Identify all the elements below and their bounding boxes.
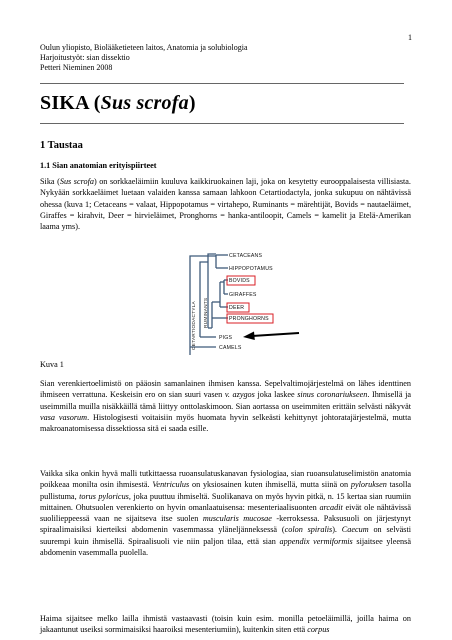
paragraph-pancreas xyxy=(40,613,411,636)
text-run-italic: v. azygos xyxy=(224,390,255,400)
header-line-author: Petteri Nieminen 2008 xyxy=(40,63,113,72)
text-run: Sian verenkiertoelimistö on pääosin samanlainen ihmisen kanssa. Sepelvaltimojärjestelmä on lähes identtinen ihmiseen verrattuna. Keskeisin ero on sian suuri vasen xyxy=(40,379,411,400)
text-run-italic: Caecum xyxy=(341,525,369,535)
text-run-italic: vasa vasorum xyxy=(40,412,88,422)
header-rule xyxy=(40,83,404,84)
text-run: sijaitsee yleensä abdomenin vasemmalla puolella. xyxy=(40,536,411,558)
paragraph-intro xyxy=(40,176,411,232)
text-run-italic: Ventriculus xyxy=(152,480,190,490)
vertical-label-order: CETARTIODACTYLA xyxy=(192,301,197,350)
title-main: SIKA ( xyxy=(40,92,101,114)
text-run: Sika ( xyxy=(40,177,60,186)
figure-caption: Kuva 1 xyxy=(40,360,64,369)
header-line-institution: Oulun yliopisto, Biolääketieteen laitos, Anatomia ja solubiologia xyxy=(40,43,248,52)
arrow-shaft xyxy=(252,333,299,336)
taxon-label: CETACEANS xyxy=(229,253,263,259)
text-run: Haima sijaitsee melko lailla ihmistä vastaavasti (toisin kuin esim. monilla petoeläimillä, joilla haima on jakaantunut useiksi sormimaisiksi haaroiksi mesenteriumiin), kuitenkin siten että xyxy=(40,614,411,635)
section-heading: 1 Taustaa xyxy=(40,140,83,151)
phylogeny-tree xyxy=(180,246,306,358)
text-run: . Ihmisellä ja useimmilla muilla nisäkkäillä tämä liittyy onttolaskimoon. Sian aortassa on useimmiten erittäin selvästi näkyvät xyxy=(40,390,411,411)
text-run: , joka puuttuu ihmiseltä. Suolikanava on myös hyvin pitkä, n. 15 kertaa sian ruumiin mittainen. Ohutsuolen verenkierto on hyvin omanlaatuisensa: mesenteriaalisuonten xyxy=(40,491,411,512)
text-run-italic: sinus coronariukseen xyxy=(297,390,368,400)
text-run-italic: arcadit xyxy=(319,502,343,512)
title-rule xyxy=(40,123,404,124)
text-run-italic: colon spiralis xyxy=(284,525,333,535)
page-title xyxy=(40,92,196,115)
text-run: ) on sorkkaeläimiin kuuluva kaikkiruokainen laji, joka on kesytetty eurooppalaisesta villisiasta. Nykyään sorkkaeläimet luetaan valaiden kanssa samaan lahkoon Cetartiodactyla, jonka sukupuu on nähtävissä ohessa (kuva 1; Cetaceans = valaat, Hippopotamus = virtahepo, Ruminants = märehtijät, Bovids = nautaeläimet, Giraffes = kirahvit, Deer = hirvieläimet, Pronghorns = hanka-antiloopit, Camels = kamelit ja Etelä-Amerikan laama yms). xyxy=(40,177,411,232)
text-run-italic: torus pyloricus xyxy=(79,491,129,501)
paragraph-circulation xyxy=(40,378,411,434)
arrow-head xyxy=(243,332,255,341)
taxon-label: PRONGHORNS xyxy=(229,316,269,322)
taxon-label: BOVIDS xyxy=(229,278,250,284)
text-run: joka laskee xyxy=(254,390,298,400)
taxon-label: GIRAFFES xyxy=(229,292,257,298)
text-run: on yksiosainen kuten ihmisellä, mutta siinä on xyxy=(189,480,351,490)
text-run: eivät ole nähtävissä suolilieppeessä vaan ne sijaitseva itse suolen xyxy=(40,502,411,524)
text-run: ). xyxy=(332,525,342,535)
text-run: tasolla pullistuma, xyxy=(40,480,411,501)
text-run: . Histologisesti voitaisiin myös huomata hyvin selkeästi kehittynyt johtoratajärjestelmä, mutta makroanatomisessa dissektiossa sitä ei saada esille. xyxy=(40,412,411,434)
text-run-italic: muscularis mucosae xyxy=(202,514,272,524)
taxon-label: HIPPOPOTAMUS xyxy=(229,266,273,272)
text-run: on selvästi suurempi kuin ihmisellä. Spiraalisuoli vie niin paljon tilaa, että sian xyxy=(40,525,411,546)
arrow-pointer xyxy=(243,332,299,341)
taxon-label: PIGS xyxy=(219,335,233,341)
text-run-italic: appendix vermiformis xyxy=(279,536,353,546)
title-latin: Sus scrofa xyxy=(100,92,189,114)
document-header xyxy=(40,43,412,73)
taxon-label: CAMELS xyxy=(219,345,242,351)
text-run-italic: Sus scrofa xyxy=(59,177,94,186)
paragraph-digestion xyxy=(40,468,411,558)
text-run: Vaikka sika onkin hyvä malli tutkittaessa ruoansulatuskanavan fysiologiaa, sian ruoansulatuselimistön anatomia poikkeaa monilta osin ihmisestä. xyxy=(40,469,411,490)
vertical-label-clade: RUMINANTS xyxy=(204,297,209,328)
subsection-heading: 1.1 Sian anatomian erityispiirteet xyxy=(40,161,157,170)
text-run-italic: pyloruksen xyxy=(350,480,387,490)
title-close: ) xyxy=(188,92,196,114)
page-number: 1 xyxy=(408,33,412,42)
text-run: -kerroksessa. Paksusuoli on järjestynyt spiraalimaisiksi kierteiksi abdomenin vasemmassa yläneljänneksessä ( xyxy=(40,514,411,535)
phylogeny-figure xyxy=(180,246,306,358)
taxon-label: DEER xyxy=(229,305,245,311)
header-line-course: Harjoitustyöt: sian dissektio xyxy=(40,53,130,62)
text-run-italic: corpus xyxy=(307,625,330,635)
